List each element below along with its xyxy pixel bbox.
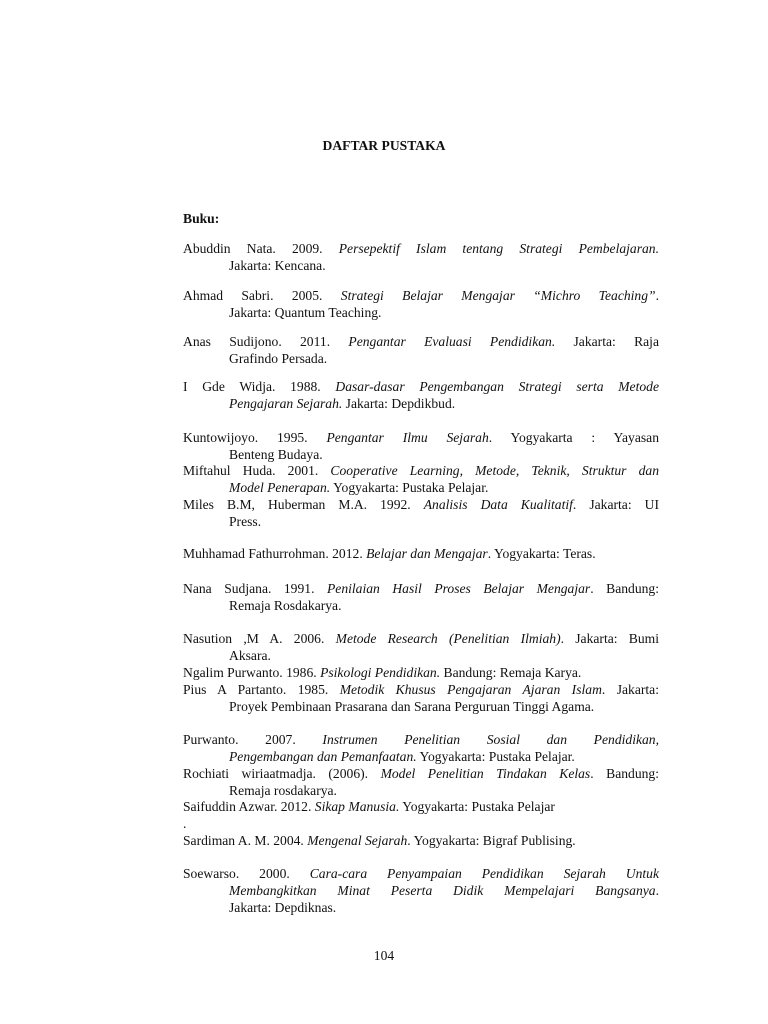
reference-entry (183, 630, 659, 664)
page-title: DAFTAR PUSTAKA (322, 138, 446, 153)
reference-entry (183, 429, 659, 463)
reference-line: Benteng Budaya. (229, 447, 323, 462)
reference-entry (183, 731, 659, 765)
reference-line: Saifuddin Azwar. 2012. Sikap Manusia. Yogyakarta: Pustaka Pelajar (183, 799, 555, 814)
section-heading: Buku: (183, 211, 220, 226)
reference-line: Miles B.M, Huberman M.A. 1992. Analisis Data Kualitatif. Jakarta: UI (183, 497, 659, 512)
page-number: 104 (373, 948, 395, 963)
reference-line: Grafindo Persada. (229, 351, 328, 366)
reference-line: Soewarso. 2000. Cara-cara Penyampaian Pendidikan Sejarah Untuk (183, 866, 660, 881)
reference-entry (183, 462, 659, 496)
reference-entry (183, 287, 659, 321)
reference-line: Press. (229, 514, 262, 529)
reference-line: I Gde Widja. 1988. Dasar-dasar Pengembangan Strategi serta Metode (183, 379, 659, 394)
reference-entry (183, 798, 659, 815)
reference-line: Miftahul Huda. 2001. Cooperative Learning, Metode, Teknik, Struktur dan (183, 463, 659, 478)
reference-line: Jakarta: Kencana. (229, 258, 326, 273)
reference-line: Pengajaran Sejarah. Jakarta: Depdikbud. (229, 396, 456, 411)
reference-line: Jakarta: Depdiknas. (229, 900, 337, 915)
reference-line: Remaja rosdakarya. (229, 783, 337, 798)
reference-line: Proyek Pembinaan Prasarana dan Sarana Perguruan Tinggi Agama. (229, 699, 595, 714)
reference-line: Abuddin Nata. 2009. Persepektif Islam tentang Strategi Pembelajaran. (183, 241, 659, 256)
reference-line: Purwanto. 2007. Instrumen Penelitian Sosial dan Pendidikan, (183, 732, 659, 747)
reference-entry (183, 333, 659, 367)
reference-line: Ahmad Sabri. 2005. Strategi Belajar Mengajar “Michro Teaching”. (183, 288, 659, 303)
reference-entry (183, 765, 659, 799)
reference-line: Muhhamad Fathurrohman. 2012. Belajar dan Mengajar. Yogyakarta: Teras. (183, 546, 596, 561)
reference-entry (183, 240, 659, 274)
reference-line: Membangkitkan Minat Peserta Didik Mempelajari Bangsanya. (229, 883, 659, 898)
reference-entry (183, 664, 659, 681)
reference-line: Remaja Rosdakarya. (229, 598, 342, 613)
reference-line: Jakarta: Quantum Teaching. (229, 305, 382, 320)
reference-line: Nasution ,M A. 2006. Metode Research (Penelitian Ilmiah). Jakarta: Bumi (183, 631, 660, 646)
reference-line: Kuntowijoyo. 1995. Pengantar Ilmu Sejarah. Yogyakarta : Yayasan (183, 430, 659, 445)
reference-line: Ngalim Purwanto. 1986. Psikologi Pendidikan. Bandung: Remaja Karya. (183, 665, 582, 680)
reference-line: Nana Sudjana. 1991. Penilaian Hasil Proses Belajar Mengajar. Bandung: (183, 581, 659, 596)
reference-line: Pengembangan dan Pemanfaatan. Yogyakarta: Pustaka Pelajar. (229, 749, 575, 764)
reference-line: Model Penerapan. Yogyakarta: Pustaka Pelajar. (229, 480, 489, 495)
reference-entry (183, 832, 659, 849)
reference-line: Rochiati wiriaatmadja. (2006). Model Penelitian Tindakan Kelas. Bandung: (183, 766, 659, 781)
reference-line: Sardiman A. M. 2004. Mengenal Sejarah. Yogyakarta: Bigraf Publising. (183, 833, 576, 848)
reference-entry (183, 496, 659, 530)
reference-entry (183, 681, 659, 715)
reference-line: Aksara. (229, 648, 271, 663)
reference-entry (183, 865, 659, 916)
reference-entry (183, 580, 659, 614)
stray-period: . (183, 816, 187, 831)
reference-line: Anas Sudijono. 2011. Pengantar Evaluasi Pendidikan. Jakarta: Raja (183, 334, 659, 349)
reference-entry (183, 378, 659, 412)
reference-entry (183, 545, 659, 562)
reference-line: Pius A Partanto. 1985. Metodik Khusus Pengajaran Ajaran Islam. Jakarta: (183, 682, 659, 697)
